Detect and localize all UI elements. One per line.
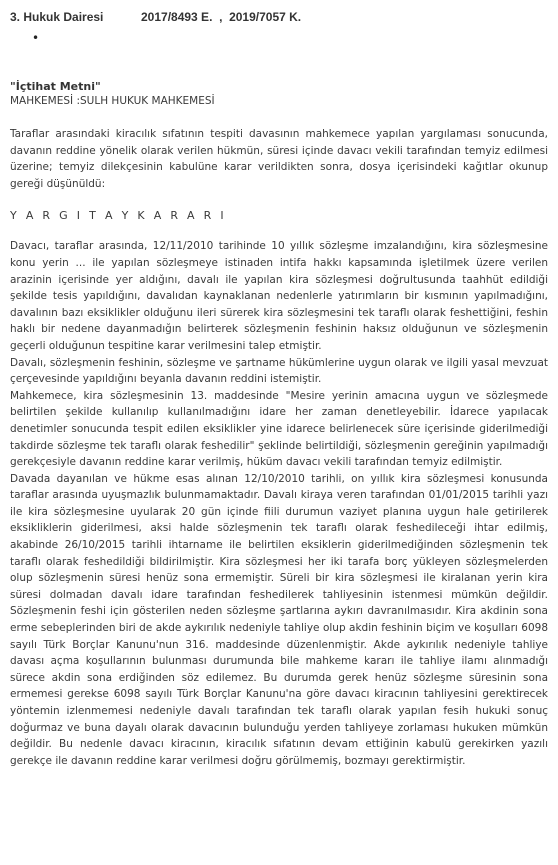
document-title: "İçtihat Metni" [10, 80, 101, 93]
paragraph-defense: Davalı, sözleşmenin feshinin, sözleşme ve şartname hükümlerine uygun olarak ve ilgili yasal mevzuat çerçevesinde yapıldığını beyanla davanın reddini istemiştir. [10, 356, 548, 386]
paragraph-court-finding: Mahkemece, kira sözleşmesinin 13. maddesinde "Mesire yerinin amacına uygun ve sözleşmede belirtilen şekilde kullanılıp kullanılmadığını idare her zaman denetleyebilir. İdarece yapılacak denetimler sonucunda tespit edilen eksiklikler yine idarece belirlenecek süre içerisinde giderilmediği takdirde sözleşme tek taraflı olarak feshedilir" şeklinde belirtildiği, sözleşmenin gereğinin yapılmadığı gerekçesiyle davanın reddine karar verilmiş, hüküm davacı vekili tarafından temyiz edilmiştir. [10, 389, 548, 469]
list-bullet: • [32, 31, 40, 45]
intro-paragraph: Taraflar arasındaki kiracılık sıfatının tespiti davasının mahkemece yapılan yargılaması sonucunda, davanın reddine yönelik olarak verilen hükmün, süresi içinde davacı vekili tarafından temyiz edilmesi üzerine; temyiz dilekçesinin kabulüne karar verildikten sonra, dosya içerisindeki kağıtlar okunup gereği düşünüldü: [10, 128, 548, 190]
paragraph-reasoning: Davada dayanılan ve hükme esas alınan 12/10/2010 tarihli, on yıllık kira sözleşmesi konusunda taraflar arasında uyuşmazlık bulunmamaktadır. Davalı kiraya veren tarafından 01/01/2015 tarihli yazı ile kira sözleşmesine uyularak 20 gün içinde fiili durumun vaziyet planına uygun hale getirilerek eksikliklerin giderilmesi, aksi halde sözleşmenin tek taraflı olarak feshedileceği ihtar edilmiş, akabinde 26/10/2015 tarihli ihtarname ile belirtilen eksiklerin giderilmediğinden sözleşmenin tek taraflı olarak feshedildiği bildirilmiştir. Kira sözleşmesi her iki tarafa borç yükleyen sözleşmelerden olup sözleşmenin süresi henüz sona ermemiştir. Süreli bir kira sözleşmesi ile kiralanan yerin kira süresi dolmadan davalı idare tarafından feshedilerek tahliyesinin istenmesi mümkün değildir. Sözleşmenin feshi için gösterilen neden sözleşme şartlarına aykırı davranılmasıdır. Kira akdinin sona erme sebeplerinden biri de akde aykırılık nedeniyle tahliye olup akdin feshinin biçim ve koşulları 6098 sayılı Türk Borçlar Kanunu'nun 316. maddesinde düzenlenmiştir. Akde aykırılık nedeniyle tahliye davası açma koşullarının bulunması durumunda bile mahkeme kararı ile tahliye ilamı alınmadığı sürece akdin sona erdiğinden söz edilemez. Bu durumda gerek henüz sözleşme süresinin sona ermemesi gerekse 6098 sayılı Türk Borçlar Kanunu'na göre davacı kiracının tahliyesini gerektirecek yöntemin izlenmemesi nedeniyle davalı tarafından tek taraflı olarak yapılan fesih hukuki sonuç doğurmaz ve buna dayalı olarak davacının bulunduğu yerden tahliyeye zorlaması hukuken mümkün değildir. Bu nedenle davacı kiracının, kiracılık sıfatının devam ettiğinin kabulü gerekirken yazılı gerekçe ile davanın reddine karar verilmesi doğru görülmemiş, bozmayı gerektirmiştir. [10, 472, 548, 767]
paragraph-claim: Davacı, taraflar arasında, 12/11/2010 tarihinde 10 yıllık sözleşme imzalandığını, kira sözleşmesine konu yerin ... ile yapılan sözleşmeye istinaden intifa hakkı kapsamında işletilmek üzere verilen arazinin içerisinde yer aldığını, davalı ile yapılan kira sözleşmesi doğrultusunda taahhüt edildiği şekilde tesis yapıldığını, davalıdan kaynaklanan nedenlerle yatırımların bir kısmının yapılmadığını, davalının bazı eksiklikler olduğunu ileri sürerek kira sözleşmesini tek taraflı olarak feshettiğini, feshin haklı bir nedene dayanmadığın belirterek sözleşmenin feshinin haksız olduğunun ve sözleşmenin geçerli olduğunun tespitine karar verilmesini talep etmiştir. [10, 240, 548, 352]
chamber-name: 3. Hukuk Dairesi [10, 10, 104, 24]
decision-heading: Y A R G I T A Y K A R A R I [10, 209, 227, 223]
decision-body [10, 238, 548, 769]
case-header [10, 10, 548, 26]
court-name: MAHKEMESİ :SULH HUKUK MAHKEMESİ [10, 95, 215, 107]
case-numbers: 2017/8493 E. , 2019/7057 K. [141, 10, 302, 24]
